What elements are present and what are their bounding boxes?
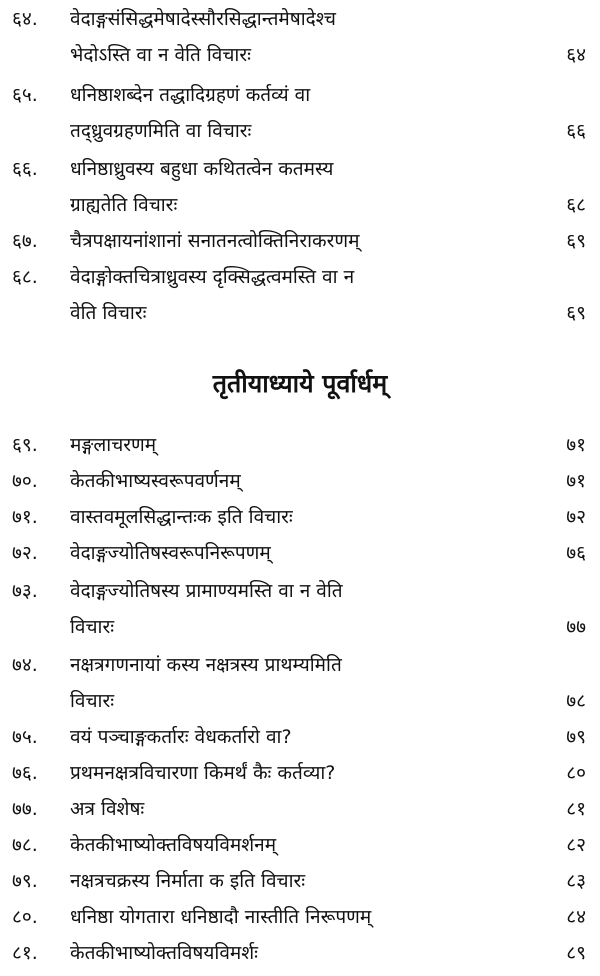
toc-entry-80 [0, 902, 600, 936]
entry-title-line: वयं पञ्चाङ्गकर्तारः वेधकर्तारो वा? [70, 726, 292, 748]
toc-entry-72 [0, 538, 600, 572]
entry-title-line: धनिष्ठा योगतारा धनिष्ठादौ नास्तीति निरूपणम् [70, 906, 372, 928]
entry-page-number: ८४ [566, 906, 586, 928]
entry-number: ६९. [12, 434, 38, 456]
toc-entry-64 [0, 4, 600, 74]
entry-page-number: ६८ [566, 194, 586, 216]
entry-page-number: ८९ [566, 942, 586, 964]
entry-title-line: केतकीभाष्योक्तविषयविमर्शनम् [70, 834, 277, 856]
entry-title-line: वेदाङ्गसंसिद्धमेषादेस्सौरसिद्धान्तमेषादेश्च [70, 8, 336, 30]
entry-number: ६७. [12, 230, 38, 252]
entry-number: ८०. [12, 906, 38, 928]
entry-page-number: ६९ [566, 302, 586, 324]
toc-entry-78 [0, 830, 600, 864]
entry-title-line: प्रथमनक्षत्रविचारणा किमर्थं कैः कर्तव्या? [70, 762, 336, 784]
entry-title-line: तद्ध्रुवग्रहणमिति वा विचारः [70, 120, 252, 142]
toc-entry-67 [0, 226, 600, 260]
entry-number: ६८. [12, 266, 38, 288]
entry-page-number: ६९ [566, 230, 586, 252]
entry-title-line: केतकीभाष्योक्तविषयविमर्शः [70, 942, 259, 964]
toc-entry-65 [0, 80, 600, 150]
entry-page-number: ७६ [566, 542, 586, 564]
toc-entry-70 [0, 466, 600, 500]
entry-page-number: ८१ [566, 798, 586, 820]
entry-page-number: ८३ [566, 870, 586, 892]
entry-title-line: ग्राह्यतेति विचारः [70, 194, 178, 216]
entry-title-line: वास्तवमूलसिद्धान्तःक इति विचारः [70, 506, 293, 528]
entry-number: ७८. [12, 834, 38, 856]
entry-number: ७२. [12, 542, 38, 564]
entry-page-number: ८२ [566, 834, 586, 856]
toc-entry-69 [0, 430, 600, 464]
entry-number: ७१. [12, 506, 38, 528]
entry-page-number: ७२ [566, 506, 586, 528]
entry-page-number: ६६ [566, 120, 586, 142]
entry-page-number: ८० [566, 762, 586, 784]
section-heading: तृतीयाध्याये पूर्वार्धम् [212, 369, 388, 398]
toc-entry-73 [0, 576, 600, 646]
entry-title-line: अत्र विशेषः [70, 798, 145, 820]
entry-title-line: वेति विचारः [70, 302, 147, 324]
entry-number: ६५. [12, 84, 38, 106]
toc-entry-75 [0, 722, 600, 756]
toc-entry-74 [0, 650, 600, 720]
entry-number: ७३. [12, 580, 38, 602]
entry-number: ७४. [12, 654, 38, 676]
entry-title-line: केतकीभाष्यस्वरूपवर्णनम् [70, 470, 241, 492]
entry-page-number: ७९ [566, 726, 586, 748]
toc-entry-76 [0, 758, 600, 792]
entry-title-line: नक्षत्रगणनायां कस्य नक्षत्रस्य प्राथम्यमिति [70, 654, 342, 676]
entry-title-line: वेदाङ्गोक्तचित्राध्रुवस्य दृक्सिद्धत्वमस्ति वा न [70, 266, 355, 288]
entry-number: ७९. [12, 870, 38, 892]
entry-page-number: ७१ [566, 470, 586, 492]
entry-page-number: ७१ [566, 434, 586, 456]
entry-title-line: नक्षत्रचक्रस्य निर्माता क इति विचारः [70, 870, 306, 892]
entry-page-number: ७८ [566, 690, 586, 712]
entry-number: ६४. [12, 8, 38, 30]
toc-entry-81 [0, 938, 600, 972]
entry-number: ७०. [12, 470, 38, 492]
entry-title-line: मङ्गलाचरणम् [70, 434, 157, 456]
entry-number: ८१. [12, 942, 38, 964]
entry-title-line: वेदाङ्गज्योतिषस्य प्रामाण्यमस्ति वा न वेति [70, 580, 343, 602]
entry-title-line: धनिष्ठाशब्देन तद्धादिग्रहणं कर्तव्यं वा [70, 84, 311, 106]
entry-number: ७५. [12, 726, 38, 748]
toc-entry-71 [0, 502, 600, 536]
entry-page-number: ७७ [566, 616, 586, 638]
entry-title-line: विचारः [70, 690, 115, 712]
toc-entry-77 [0, 794, 600, 828]
entry-number: ६६. [12, 158, 38, 180]
entry-number: ७७. [12, 798, 38, 820]
entry-title-line: चैत्रपक्षायनांशानां सनातनत्वोक्तिनिराकरणम् [70, 230, 360, 252]
toc-entry-66 [0, 154, 600, 224]
entry-title-line: विचारः [70, 616, 115, 638]
toc-entry-79 [0, 866, 600, 900]
entry-title-line: भेदोऽस्ति वा न वेति विचारः [70, 44, 251, 66]
entry-title-line: धनिष्ठाध्रुवस्य बहुधा कथितत्वेन कतमस्य [70, 158, 334, 180]
toc-entry-68 [0, 262, 600, 332]
entry-page-number: ६४ [566, 44, 586, 66]
entry-title-line: वेदाङ्गज्योतिषस्वरूपनिरूपणम् [70, 542, 271, 564]
entry-number: ७६. [12, 762, 38, 784]
